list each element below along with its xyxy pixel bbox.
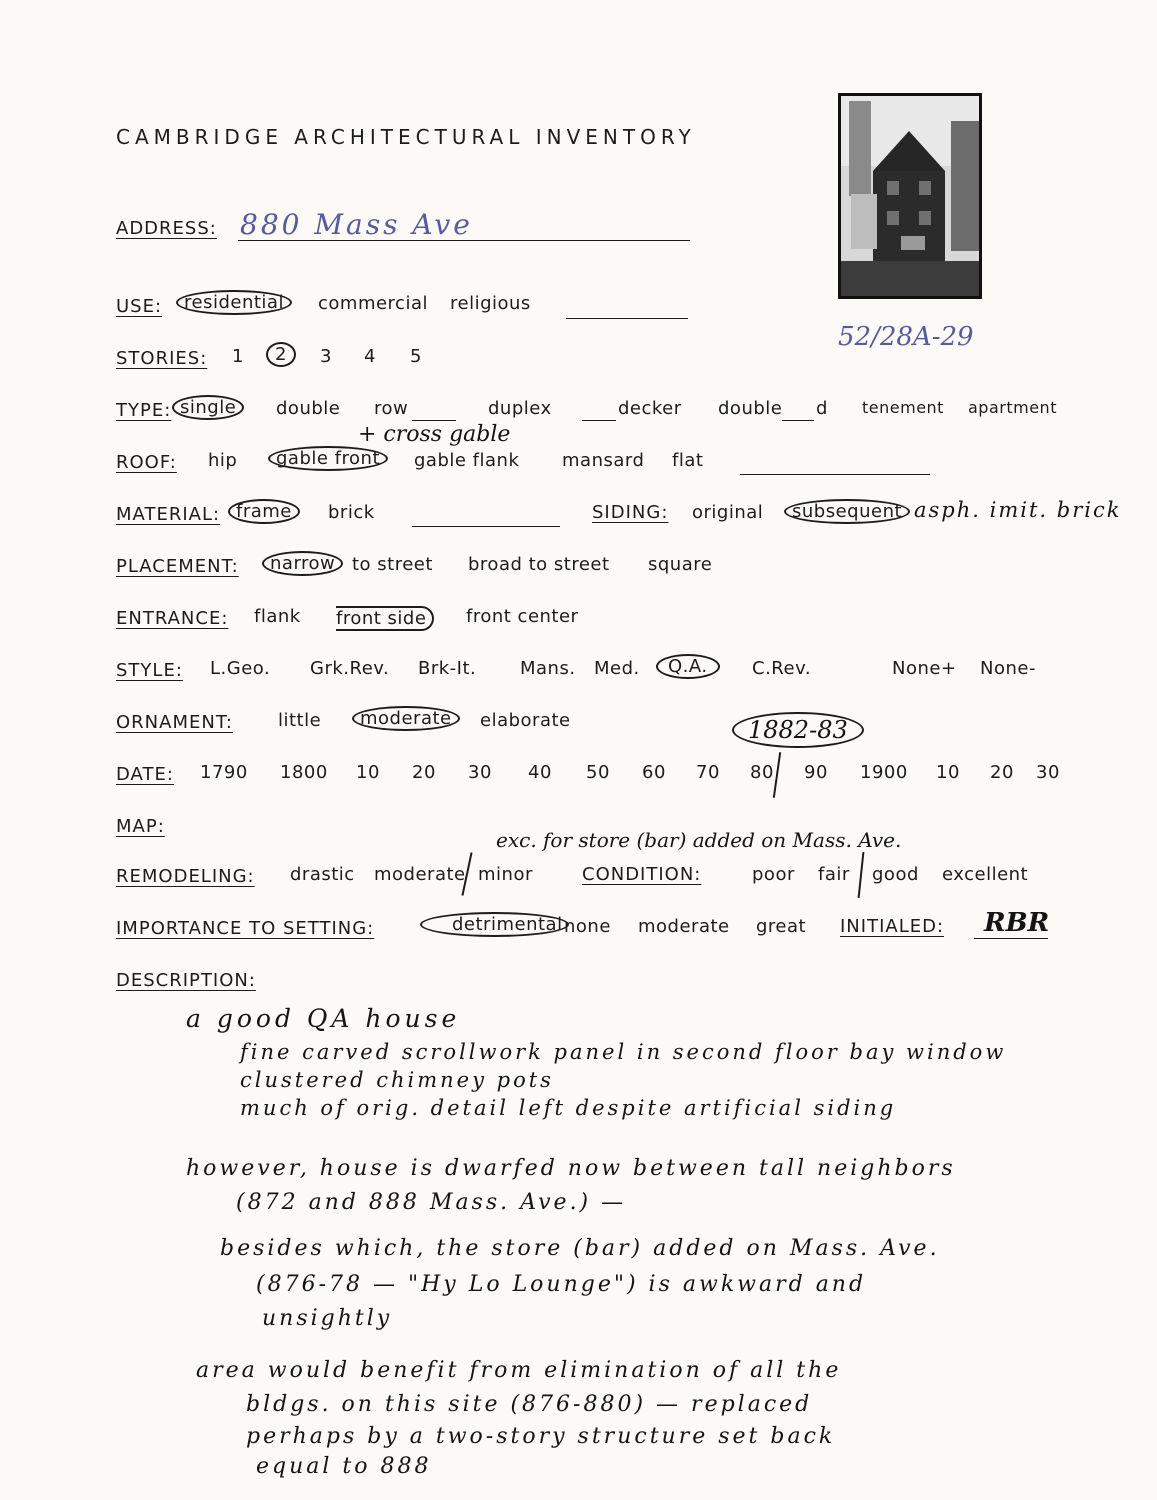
style-option-mans: Mans. bbox=[520, 658, 576, 679]
importance-option-great: great bbox=[756, 916, 807, 937]
ornament-label: ORNAMENT: bbox=[116, 712, 233, 733]
type-option-single: single bbox=[172, 395, 244, 420]
remodeling-note: exc. for store (bar) added on Mass. Ave. bbox=[496, 828, 902, 852]
entrance-option-front-center: front center bbox=[466, 606, 579, 627]
material-option-frame: frame bbox=[228, 499, 300, 524]
material-label: MATERIAL: bbox=[116, 504, 221, 525]
style-option-qa: Q.A. bbox=[656, 654, 720, 679]
remodeling-option-drastic: drastic bbox=[290, 864, 355, 885]
placement-option-to-street: to street bbox=[352, 554, 433, 575]
style-option-crev: C.Rev. bbox=[752, 658, 812, 679]
date-mark bbox=[773, 752, 781, 798]
description-line-13: equal to 888 bbox=[256, 1454, 432, 1479]
type-option-decker: decker bbox=[618, 398, 682, 419]
remodeling-label: REMODELING: bbox=[116, 866, 255, 887]
description-label: DESCRIPTION: bbox=[116, 970, 256, 991]
stories-option-4: 4 bbox=[364, 346, 376, 367]
importance-option-detrimental: detrimental bbox=[420, 912, 569, 937]
initialed-label: INITIALED: bbox=[840, 916, 945, 937]
style-option-med: Med. bbox=[594, 658, 640, 679]
type-option-double-d: double bbox=[718, 398, 783, 419]
style-option-grkrev: Grk.Rev. bbox=[310, 658, 390, 679]
date-option-1790: 1790 bbox=[200, 762, 248, 783]
date-option-20: 20 bbox=[412, 762, 436, 783]
type-option-apartment: apartment bbox=[968, 398, 1057, 417]
date-option-50: 50 bbox=[586, 762, 610, 783]
date-option-10: 10 bbox=[356, 762, 380, 783]
description-line-2: fine carved scrollwork panel in second floor bay window bbox=[240, 1040, 1007, 1064]
date-option-1900: 1900 bbox=[860, 762, 908, 783]
date-option-1930: 30 bbox=[1036, 762, 1060, 783]
description-line-4: much of orig. detail left despite artificial siding bbox=[240, 1096, 897, 1120]
description-line-10: area would benefit from elimination of all the bbox=[196, 1358, 842, 1383]
description-line-11: bldgs. on this site (876-880) — replaced bbox=[246, 1392, 813, 1417]
condition-option-fair: fair bbox=[818, 864, 850, 885]
type-option-d: d bbox=[816, 398, 828, 419]
type-double-d-blank bbox=[782, 404, 814, 421]
remodeling-option-moderate: moderate bbox=[374, 864, 466, 885]
type-option-duplex: duplex bbox=[488, 398, 552, 419]
date-label: DATE: bbox=[116, 764, 174, 785]
address-underline bbox=[238, 240, 690, 241]
stories-label: STORIES: bbox=[116, 348, 208, 369]
siding-label: SIDING: bbox=[592, 502, 669, 523]
style-option-lgeo: L.Geo. bbox=[210, 658, 271, 679]
material-blank bbox=[412, 510, 560, 527]
initialed-underline bbox=[974, 938, 1048, 939]
roof-option-gable-front: gable front bbox=[268, 446, 388, 471]
condition-mark bbox=[858, 852, 865, 898]
date-option-1910: 10 bbox=[936, 762, 960, 783]
style-label: STYLE: bbox=[116, 660, 183, 681]
page-title: CAMBRIDGE ARCHITECTURAL INVENTORY bbox=[116, 125, 696, 149]
date-option-1920: 20 bbox=[990, 762, 1014, 783]
material-option-brick: brick bbox=[328, 502, 375, 523]
stories-option-3: 3 bbox=[320, 346, 332, 367]
condition-label: CONDITION: bbox=[582, 864, 702, 885]
address-value: 880 Mass Ave bbox=[240, 208, 473, 241]
date-option-80: 80 bbox=[750, 762, 774, 783]
description-line-1: a good QA house bbox=[186, 1004, 461, 1033]
roof-option-hip: hip bbox=[208, 450, 238, 471]
condition-option-poor: poor bbox=[752, 864, 795, 885]
entrance-label: ENTRANCE: bbox=[116, 608, 229, 629]
style-option-brkit: Brk-It. bbox=[418, 658, 477, 679]
stories-option-5: 5 bbox=[410, 346, 422, 367]
description-line-12: perhaps by a two-story structure set back bbox=[246, 1424, 836, 1449]
siding-note: asph. imit. brick bbox=[914, 498, 1122, 522]
type-label: TYPE: bbox=[116, 400, 172, 421]
ornament-option-little: little bbox=[278, 710, 322, 731]
date-option-40: 40 bbox=[528, 762, 552, 783]
importance-option-moderate: moderate bbox=[638, 916, 730, 937]
placement-option-square: square bbox=[648, 554, 713, 575]
style-option-none-plus: None+ bbox=[892, 658, 957, 679]
building-photo bbox=[838, 93, 982, 299]
description-line-3: clustered chimney pots bbox=[240, 1068, 554, 1092]
siding-option-original: original bbox=[692, 502, 764, 523]
siding-option-subsequent: subsequent bbox=[784, 499, 910, 524]
roof-option-mansard: mansard bbox=[562, 450, 645, 471]
condition-option-excellent: excellent bbox=[942, 864, 1029, 885]
date-option-60: 60 bbox=[642, 762, 666, 783]
use-label: USE: bbox=[116, 296, 163, 317]
description-line-8: (876-78 — "Hy Lo Lounge") is awkward and bbox=[256, 1272, 867, 1297]
roof-note: + cross gable bbox=[358, 422, 511, 447]
style-option-none-minus: None- bbox=[980, 658, 1036, 679]
type-option-row: row bbox=[374, 398, 409, 419]
map-label: MAP: bbox=[116, 816, 165, 837]
roof-option-gable-flank: gable flank bbox=[414, 450, 520, 471]
condition-option-good: good bbox=[872, 864, 919, 885]
date-option-30: 30 bbox=[468, 762, 492, 783]
roof-blank bbox=[740, 458, 930, 475]
initialed-value: RBR bbox=[984, 908, 1050, 938]
use-option-commercial: commercial bbox=[318, 293, 428, 314]
date-option-90: 90 bbox=[804, 762, 828, 783]
type-option-double: double bbox=[276, 398, 341, 419]
type-row-blank bbox=[412, 404, 456, 421]
type-decker-blank bbox=[582, 404, 616, 421]
description-line-9: unsightly bbox=[262, 1306, 393, 1331]
reference-number: 52/28A-29 bbox=[838, 322, 974, 352]
placement-label: PLACEMENT: bbox=[116, 556, 239, 577]
description-line-7: besides which, the store (bar) added on Mass. Ave. bbox=[220, 1236, 940, 1261]
type-option-tenement: tenement bbox=[862, 398, 944, 417]
description-line-5: however, house is dwarfed now between tall neighbors bbox=[186, 1156, 956, 1181]
ornament-option-moderate: moderate bbox=[352, 706, 460, 731]
house-photo-image bbox=[841, 96, 979, 296]
entrance-option-front-side: front side bbox=[336, 606, 434, 631]
date-option-70: 70 bbox=[696, 762, 720, 783]
use-option-residential: residential bbox=[176, 290, 292, 315]
ornament-option-elaborate: elaborate bbox=[480, 710, 571, 731]
use-blank bbox=[566, 302, 688, 319]
use-option-religious: religious bbox=[450, 293, 531, 314]
date-note: 1882-83 bbox=[732, 712, 864, 748]
stories-option-1: 1 bbox=[232, 346, 244, 367]
entrance-option-flank: flank bbox=[254, 606, 301, 627]
importance-option-none: none bbox=[564, 916, 611, 937]
date-option-1800: 1800 bbox=[280, 762, 328, 783]
placement-option-broad: broad to street bbox=[468, 554, 610, 575]
description-line-6: (872 and 888 Mass. Ave.) — bbox=[236, 1190, 627, 1215]
stories-option-2: 2 bbox=[266, 342, 296, 367]
importance-label: IMPORTANCE TO SETTING: bbox=[116, 918, 375, 939]
address-label: ADDRESS: bbox=[116, 218, 217, 239]
remodeling-option-minor: minor bbox=[478, 864, 533, 885]
roof-option-flat: flat bbox=[672, 450, 704, 471]
roof-label: ROOF: bbox=[116, 452, 177, 473]
placement-option-narrow: narrow bbox=[262, 551, 343, 576]
